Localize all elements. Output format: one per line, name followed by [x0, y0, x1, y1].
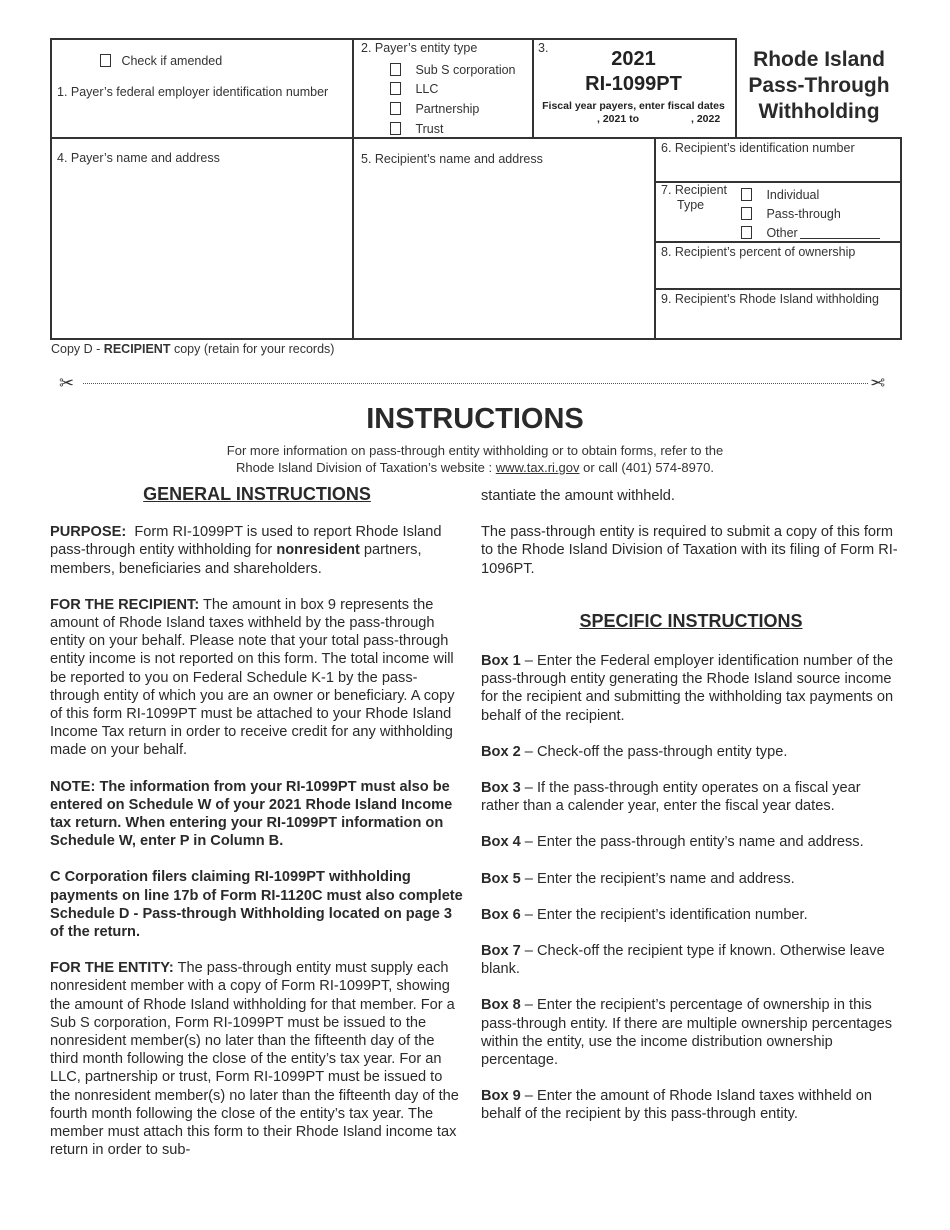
- box4-input[interactable]: [55, 170, 347, 334]
- box-instruction: [481, 870, 901, 888]
- box9-label: 9. Recipient’s Rhode Island withholding: [661, 292, 879, 306]
- box7-label-line: 7. Recipient: [661, 183, 728, 197]
- form-left-border: [50, 38, 52, 339]
- instructions-title: INSTRUCTIONS: [366, 403, 584, 435]
- entity-type-option[interactable]: [390, 120, 443, 138]
- box6-input[interactable]: [658, 158, 896, 178]
- entity-type-label: Partnership: [415, 102, 480, 116]
- box-instruction-text: – Enter the recipient’s name and address.: [520, 870, 795, 887]
- info-line: [0, 459, 950, 476]
- entity-type-label: Trust: [415, 122, 444, 136]
- fiscal-note: Fiscal year payers, enter fiscal dates: [542, 100, 725, 112]
- left-column: [50, 485, 464, 1178]
- entity-type-checkbox[interactable]: [390, 82, 401, 95]
- recipient-type-option[interactable]: [741, 186, 819, 204]
- box-instruction-text: – Check-off the pass-through entity type.: [520, 743, 788, 760]
- info-line: For more information on pass-through entity withholding or to obtain forms, refer to the: [226, 443, 724, 458]
- box-instruction-label: Box 6: [481, 906, 521, 923]
- entity-lead: FOR THE ENTITY:: [50, 960, 174, 977]
- box8-bottom-border: [654, 288, 902, 290]
- copy-label-prefix: Copy D -: [51, 342, 104, 356]
- copy-label-bold: RECIPIENT: [103, 342, 171, 356]
- box-instruction-text: – Enter the pass-through entity’s name and address.: [520, 834, 864, 851]
- entity-type-option[interactable]: [390, 100, 479, 118]
- entity-type-checkbox[interactable]: [390, 63, 401, 76]
- amended-label: Check if amended: [121, 54, 223, 68]
- recipient-type-checkbox[interactable]: [741, 207, 752, 220]
- box-instruction: [481, 1087, 901, 1123]
- right-column: [481, 487, 901, 1142]
- ccorp-text: C Corporation filers claiming RI-1099PT withholding payments on line 17b of Form RI-1120C must also complete Schedule D - Pass-through Withholding located on page 3 of the return.: [50, 869, 463, 941]
- box7-label-line: Type: [677, 198, 705, 212]
- copy-label-suffix: copy (retain for your records): [170, 342, 335, 356]
- fiscal-to-input[interactable]: [645, 113, 690, 127]
- box3-number: 3.: [538, 41, 549, 55]
- box-instruction: [481, 652, 901, 725]
- note-paragraph: [50, 778, 464, 851]
- form-row1-bottom-border: [50, 137, 902, 139]
- box-instruction-text: – Enter the Federal employer identification number of the pass-through entity generating the Rhode Island source income for the recipient and submitting the withholding tax payments on behalf of the recipient.: [481, 653, 894, 724]
- form-divider-1: [352, 38, 354, 339]
- box-instruction: [481, 906, 901, 924]
- ccorp-paragraph: [50, 868, 464, 941]
- box5-input[interactable]: [357, 171, 649, 334]
- form-divider-4: [654, 137, 656, 339]
- form-title-line: Pass-Through: [748, 74, 890, 97]
- entity-continued: stantiate the amount withheld.: [481, 488, 675, 504]
- amended-checkbox[interactable]: [100, 54, 111, 67]
- instructions-info: [0, 442, 950, 476]
- form-year: 2021: [611, 48, 656, 70]
- recipient-type-label: Other: [766, 226, 798, 240]
- scissors-right-icon: ✂: [870, 373, 886, 393]
- box-instruction-text: – Enter the recipient’s percentage of ownership in this pass-through entity. If there are multiple ownership percentages within the entity, use the income distribution ownership percentage.: [481, 997, 893, 1069]
- box-instruction: [481, 743, 901, 761]
- box7-label: [661, 183, 727, 213]
- box8-input[interactable]: [658, 262, 896, 284]
- general-instructions-heading: GENERAL INSTRUCTIONS: [143, 484, 371, 504]
- box-instruction-text: – If the pass-through entity operates on a fiscal year rather than a calender year, enter the fiscal year dates.: [481, 780, 861, 815]
- form-top-border: [50, 38, 736, 40]
- entity-text: The pass-through entity must supply each nonresident member with a copy of Form RI-1099PT, showing the amount of Rhode Island withholding for that member. For a Sub S corporation, Form RI-1099PT must be issued to the nonresident member(s) no later than the fifteenth day of the third month following the close of the entity’s tax year. For an LLC, partnership or trust, Form RI-1099PT must be issued to the nonresident member(s) no later than the fifteenth day of the fourth month following the close of the entity’s tax year. The member must attach this form to their Rhode Island income tax return in order to sub-: [50, 960, 459, 1159]
- box-instruction-label: Box 8: [481, 997, 521, 1014]
- box-instruction-label: Box 1: [481, 653, 521, 670]
- purpose-text: partners, members, beneficiaries and shareholders.: [50, 542, 422, 577]
- entity-paragraph: [50, 959, 464, 1159]
- recipient-type-checkbox[interactable]: [741, 226, 752, 239]
- entity-type-checkbox[interactable]: [390, 102, 401, 115]
- box-instructions-list: [481, 652, 901, 1124]
- recipient-type-label: Individual: [766, 188, 820, 202]
- box5-label: 5. Recipient’s name and address: [361, 152, 543, 166]
- entity-type-label: Sub S corporation: [415, 63, 516, 77]
- purpose-text: Form RI-1099PT is used to report Rhode Island pass-through entity withholding for: [50, 524, 446, 559]
- note-text: NOTE: The information from your RI-1099PT must also be entered on Schedule W of your 2021 Rhode Island Income tax return. When entering your RI-1099PT information on Schedule W, enter P in Column B.: [50, 778, 453, 850]
- website-link[interactable]: www.tax.ri.gov: [495, 460, 580, 475]
- box-instruction-label: Box 7: [481, 943, 521, 960]
- box-instruction: [481, 942, 901, 978]
- form-right-border: [900, 137, 902, 339]
- box-instruction-label: Box 4: [481, 834, 521, 851]
- form-id: RI-1099PT: [585, 73, 682, 95]
- info-text: Rhode Island Division of Taxation’s website :: [236, 460, 496, 475]
- specific-instructions-heading: SPECIFIC INSTRUCTIONS: [579, 610, 803, 631]
- recipient-type-checkbox[interactable]: [741, 188, 752, 201]
- form-bottom-border: [50, 338, 902, 340]
- copy-label: [51, 342, 334, 356]
- box2-label: 2. Payer’s entity type: [361, 41, 478, 55]
- box-instruction: [481, 996, 901, 1069]
- box-instruction-label: Box 3: [481, 780, 521, 797]
- recipient-paragraph: [50, 596, 464, 760]
- entity-type-option[interactable]: [390, 61, 516, 79]
- recipient-type-option[interactable]: [741, 224, 798, 242]
- other-type-input[interactable]: [800, 224, 880, 239]
- cut-line: [83, 383, 868, 384]
- recipient-type-label: Pass-through: [766, 207, 841, 221]
- box8-label: 8. Recipient’s percent of ownership: [661, 245, 856, 259]
- box1-label: 1. Payer’s federal employer identification number: [57, 85, 329, 99]
- box-instruction: [481, 833, 901, 851]
- box-instruction: [481, 779, 901, 815]
- box-instruction-text: – Enter the recipient’s identification number.: [520, 906, 808, 923]
- purpose-paragraph: [50, 523, 464, 578]
- submit-paragraph: The pass-through entity is required to submit a copy of this form to the Rhode Island Division of Taxation with its filing of Form RI-1096PT.: [481, 524, 898, 577]
- box-instruction-label: Box 2: [481, 743, 521, 760]
- info-text: or call (401) 574-8970.: [579, 460, 714, 475]
- entity-type-option[interactable]: [390, 80, 438, 98]
- purpose-lead: PURPOSE:: [50, 524, 127, 541]
- box6-label: 6. Recipient’s identification number: [661, 141, 855, 155]
- purpose-bold: nonresident: [276, 542, 360, 559]
- fiscal-to-suffix: , 2022: [691, 113, 721, 125]
- recipient-lead: FOR THE RECIPIENT:: [50, 596, 200, 613]
- fiscal-from-suffix: , 2021 to: [597, 113, 640, 125]
- recipient-text: The amount in box 9 represents the amount of Rhode Island taxes withheld by the pass-through entity on your behalf. Please note that your total pass-through entity income is not reported on this form. The total income will be reported to you on Federal Schedule K-1 by the pass-through entity of which you are an owner or beneficiary. A copy of this form RI-1099PT must be attached to your Rhode Island Income Tax return in order to receive credit for any withholding made on your behalf.: [50, 596, 455, 759]
- box9-input[interactable]: [658, 309, 896, 335]
- box4-label: 4. Payer’s name and address: [57, 151, 220, 165]
- recipient-type-option[interactable]: [741, 205, 841, 223]
- amended-checkbox-row[interactable]: [100, 52, 222, 70]
- form-title-line: Rhode Island: [753, 48, 885, 71]
- scissors-left-icon: ✂: [59, 373, 75, 393]
- box-instruction-text: – Enter the amount of Rhode Island taxes withheld on behalf of the recipient by this pass-through entity.: [481, 1088, 873, 1123]
- box-instruction-label: Box 5: [481, 870, 521, 887]
- box1-input[interactable]: [55, 102, 347, 134]
- form-title-line: Withholding: [758, 100, 880, 123]
- box-instruction-text: – Check-off the recipient type if known. Otherwise leave blank.: [481, 943, 885, 978]
- entity-type-label: LLC: [415, 82, 439, 96]
- box-instruction-label: Box 9: [481, 1088, 521, 1105]
- form-title: [736, 47, 902, 125]
- entity-type-checkbox[interactable]: [390, 122, 401, 135]
